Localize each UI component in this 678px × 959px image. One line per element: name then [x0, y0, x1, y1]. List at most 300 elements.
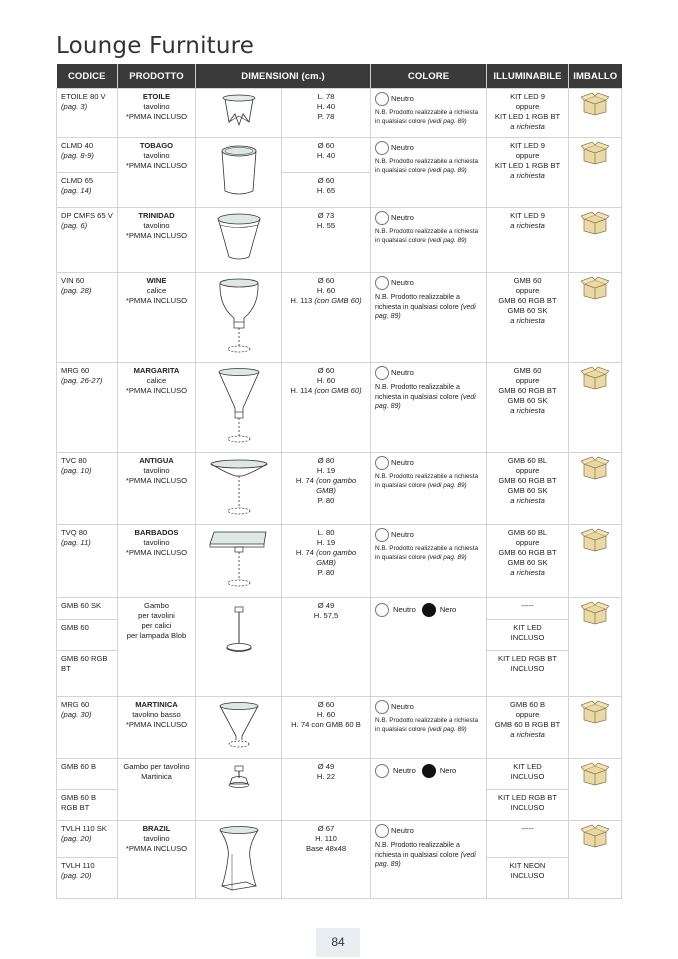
dimensions-cell	[282, 173, 371, 208]
header-prodotto: PRODOTTO	[118, 64, 196, 89]
dimensions-cell	[282, 598, 371, 697]
dimensions-cell	[282, 89, 371, 138]
color-label: Neutro	[391, 368, 414, 377]
dim-value: H. 74	[295, 548, 314, 557]
table-row	[57, 598, 622, 620]
product-type: per tavolini	[138, 611, 175, 620]
dim-value: (con gambo GMB)	[316, 476, 357, 495]
color-label: Neutro	[391, 530, 414, 539]
dimensions-cell	[282, 453, 371, 525]
page-number: 84	[316, 928, 360, 957]
ill-value: GMB 60 BL	[507, 456, 548, 465]
ill-value: KIT LED RGB BT	[498, 654, 557, 663]
trinidad-vase-drawing	[213, 211, 265, 263]
neutral-swatch-icon	[375, 700, 389, 714]
nb-note: N.B. Prodotto realizzabile a richiesta in qualsiasi colore (vedi pag. 89)	[375, 384, 476, 410]
barbados-table-drawing	[206, 528, 272, 590]
dim-value: H. 113	[290, 296, 313, 305]
image-cell	[196, 525, 282, 598]
product-note: *PMMA INCLUSO	[125, 231, 188, 240]
table-row	[57, 363, 622, 453]
ill-value: a richiesta	[510, 406, 545, 415]
image-cell	[196, 821, 282, 899]
color-label: Nero	[439, 605, 457, 614]
product-cell	[118, 453, 196, 525]
packaging-cell	[569, 273, 622, 363]
ill-value: GMB 60 SK	[507, 306, 548, 315]
ill-value: GMB 60 SK	[507, 396, 548, 405]
dimensions-cell	[282, 821, 371, 899]
box-icon	[581, 824, 609, 848]
page-ref: (pag. 26-27)	[61, 376, 103, 385]
ill-value: KIT LED 9	[510, 92, 545, 101]
code-cell	[57, 858, 118, 899]
neutral-swatch-icon	[375, 456, 389, 470]
dimensions-cell	[282, 138, 371, 173]
ill-value: INCLUSO	[510, 871, 545, 881]
product-name: BRAZIL	[142, 824, 171, 833]
table-row	[57, 453, 622, 525]
ill-value: GMB 60 RGB BT	[498, 476, 557, 485]
black-swatch-icon	[422, 764, 436, 778]
color-label: Neutro	[391, 94, 414, 103]
image-cell	[196, 363, 282, 453]
product-type: tavolino basso	[132, 710, 181, 719]
product-code: DP CMFS 65 V	[61, 211, 113, 220]
product-code: GMB 60 RGB BT	[61, 654, 108, 673]
ill-value: GMB 60 SK	[507, 486, 548, 495]
ill-value: INCLUSO	[510, 772, 545, 781]
dim-value: L. 80	[317, 528, 335, 537]
dim-value: Ø 73	[317, 211, 335, 220]
color-label: Neutro	[393, 605, 416, 614]
dim-value: H. 22	[316, 772, 336, 781]
table-row	[57, 697, 622, 759]
color-label: Neutro	[391, 458, 414, 467]
code-cell	[57, 790, 118, 821]
product-code: CLMD 40	[61, 141, 94, 150]
dim-value: P. 80	[317, 496, 335, 505]
illuminable-cell	[487, 697, 569, 759]
table-row	[57, 821, 622, 858]
page-ref: (pag. 3)	[61, 102, 88, 111]
nb-note: N.B. Prodotto realizzabile a richiesta in qualsiasi colore (vedi pag. 89)	[375, 294, 476, 320]
page-ref: (pag. 20)	[61, 871, 92, 881]
color-cell	[371, 363, 487, 453]
packaging-cell	[569, 598, 622, 697]
neutral-swatch-icon	[375, 92, 389, 106]
product-note: *PMMA INCLUSO	[125, 161, 188, 170]
packaging-cell	[569, 821, 622, 899]
image-cell	[196, 89, 282, 138]
page-ref: (pag. 6)	[61, 221, 88, 230]
dimensions-cell	[282, 759, 371, 821]
neutral-swatch-icon	[375, 824, 389, 838]
ill-value: KIT LED RGB BT	[498, 793, 557, 802]
code-cell	[57, 620, 118, 651]
ill-value: GMB 60 B RGB BT	[494, 720, 561, 729]
page-ref: (pag. 8-9)	[61, 151, 94, 160]
product-name: WINE	[146, 276, 167, 285]
table-row	[57, 208, 622, 273]
dim-value: P. 78	[317, 112, 335, 121]
product-cell	[118, 89, 196, 138]
ill-value: INCLUSO	[510, 664, 545, 673]
ill-value: GMB 60	[513, 276, 542, 285]
neutral-swatch-icon	[375, 211, 389, 225]
product-note: *PMMA INCLUSO	[125, 386, 188, 395]
box-icon	[581, 700, 609, 724]
ill-value: a richiesta	[510, 171, 545, 180]
dimensions-cell	[282, 363, 371, 453]
box-icon	[581, 211, 609, 235]
product-note: *PMMA INCLUSO	[125, 548, 188, 557]
page-ref: (pag. 10)	[61, 466, 92, 475]
color-label: Neutro	[391, 143, 414, 152]
image-cell	[196, 759, 282, 821]
product-code: VIN 60	[61, 276, 85, 285]
product-code: ETOILE 80 V	[61, 92, 106, 101]
color-cell	[371, 453, 487, 525]
illuminable-cell	[487, 598, 569, 620]
dim-value: H. 74	[295, 476, 314, 485]
box-icon	[581, 528, 609, 552]
image-cell	[196, 598, 282, 697]
ill-value: a richiesta	[510, 122, 545, 131]
ill-value: oppure	[515, 102, 540, 111]
table-row	[57, 138, 622, 173]
color-cell	[371, 138, 487, 208]
box-icon	[581, 366, 609, 390]
product-type: Martinica	[141, 772, 172, 781]
dim-value: H. 65	[316, 186, 336, 195]
product-cell	[118, 363, 196, 453]
product-type: Gambo per tavolino	[123, 762, 190, 771]
nb-note: N.B. Prodotto realizzabile a richiesta in qualsiasi colore (vedi pag. 89)	[375, 228, 479, 244]
dim-value: Ø 60	[317, 176, 335, 185]
illuminable-cell	[487, 89, 569, 138]
ill-value: GMB 60 B	[510, 700, 546, 709]
product-name: ANTIGUA	[139, 456, 174, 465]
header-codice: CODICE	[57, 64, 118, 89]
ill-value: -----	[521, 824, 534, 833]
page-ref: (pag. 30)	[61, 710, 92, 719]
box-icon	[581, 762, 609, 786]
nb-note: N.B. Prodotto realizzabile a richiesta in qualsiasi colore (vedi pag. 89)	[375, 473, 479, 489]
product-note: *PMMA INCLUSO	[125, 296, 188, 305]
ill-value: KIT LED 1 RGB BT	[494, 161, 561, 170]
page-ref: (pag. 28)	[61, 286, 92, 295]
product-name: MARGARITA	[133, 366, 180, 375]
product-note: *PMMA INCLUSO	[125, 844, 188, 853]
illuminable-cell	[487, 453, 569, 525]
illuminable-cell	[487, 759, 569, 790]
product-code: MRG 60	[61, 366, 90, 375]
color-cell	[371, 525, 487, 598]
dim-value: H. 110	[315, 834, 337, 843]
color-label: Neutro	[391, 702, 414, 711]
product-cell	[118, 598, 196, 697]
product-type: per lampada Blob	[126, 631, 187, 640]
header-dimensioni: DIMENSIONI (cm.)	[196, 64, 371, 89]
illuminable-cell	[487, 620, 569, 651]
neutral-swatch-icon	[375, 528, 389, 542]
product-name: ETOILE	[142, 92, 171, 101]
ill-value: oppure	[515, 376, 540, 385]
packaging-cell	[569, 138, 622, 208]
image-cell	[196, 138, 282, 208]
product-type: calice	[146, 376, 167, 385]
product-cell	[118, 273, 196, 363]
product-name: TRINIDAD	[138, 211, 175, 220]
product-type: tavolino	[143, 221, 170, 230]
header-illuminabile: ILLUMINABILE	[487, 64, 569, 89]
code-cell	[57, 208, 118, 273]
product-type: tavolino	[143, 102, 170, 111]
product-type: per calici	[141, 621, 172, 630]
color-cell	[371, 273, 487, 363]
page-ref: (pag. 14)	[61, 186, 92, 195]
dim-value: Ø 67	[317, 824, 335, 833]
nb-note: N.B. Prodotto realizzabile a richiesta in qualsiasi colore (vedi pag. 89)	[375, 158, 479, 174]
product-note: *PMMA INCLUSO	[125, 720, 188, 729]
wine-goblet-drawing	[214, 276, 264, 356]
product-cell	[118, 138, 196, 208]
product-code: GMB 60 B	[61, 793, 97, 802]
code-cell	[57, 138, 118, 173]
ill-value: INCLUSO	[510, 633, 545, 642]
product-cell	[118, 525, 196, 598]
code-cell	[57, 173, 118, 208]
product-code: RGB BT	[61, 803, 90, 812]
etoile-table-drawing	[215, 92, 263, 128]
tobago-pot-drawing	[215, 141, 263, 199]
image-cell	[196, 273, 282, 363]
ill-value: GMB 60 RGB BT	[498, 386, 557, 395]
box-icon	[581, 141, 609, 165]
packaging-cell	[569, 453, 622, 525]
dim-value: P. 80	[317, 568, 335, 577]
martinica-stem-drawing	[222, 762, 256, 796]
neutral-swatch-icon	[375, 276, 389, 290]
product-type: tavolino	[143, 834, 170, 843]
ill-value: GMB 60 RGB BT	[498, 296, 557, 305]
illuminable-cell	[487, 858, 569, 899]
antigua-table-drawing	[208, 456, 270, 518]
ill-value: KIT LED	[513, 762, 542, 771]
code-cell	[57, 651, 118, 697]
product-code: CLMD 65	[61, 176, 94, 185]
margarita-glass-drawing	[214, 366, 264, 446]
dim-value: Ø 60	[317, 141, 335, 150]
page-title: Lounge Furniture	[56, 33, 255, 59]
header-colore: COLORE	[371, 64, 487, 89]
ill-value: oppure	[515, 286, 540, 295]
code-cell	[57, 453, 118, 525]
dimensions-cell	[282, 208, 371, 273]
neutral-swatch-icon	[375, 366, 389, 380]
gambo-stem-drawing	[219, 601, 259, 661]
ill-value: KIT LED 1 RGB BT	[494, 112, 561, 121]
packaging-cell	[569, 525, 622, 598]
image-cell	[196, 453, 282, 525]
packaging-cell	[569, 697, 622, 759]
color-label: Nero	[439, 766, 457, 775]
ill-value: INCLUSO	[510, 803, 545, 812]
martinica-cone-drawing	[214, 700, 264, 752]
illuminable-cell	[487, 273, 569, 363]
dim-value: H. 55	[316, 221, 336, 230]
dim-value: H. 19	[316, 538, 336, 547]
code-cell	[57, 273, 118, 363]
ill-value: GMB 60 RGB BT	[498, 548, 557, 557]
box-icon	[581, 276, 609, 300]
packaging-cell	[569, 759, 622, 821]
product-code: TVLH 110 SK	[61, 824, 107, 833]
product-code: MRG 60	[61, 700, 90, 709]
dim-value: (con GMB 60)	[314, 386, 362, 395]
ill-value: KIT LED 9	[510, 211, 545, 220]
ill-value: KIT LED	[513, 623, 542, 632]
dim-value: Ø 80	[317, 456, 335, 465]
table-row	[57, 759, 622, 790]
illuminable-cell	[487, 138, 569, 208]
color-cell	[371, 89, 487, 138]
dim-value: H. 60	[316, 376, 336, 385]
black-swatch-icon	[422, 603, 436, 617]
dim-value: (con gambo GMB)	[316, 548, 357, 567]
page-ref: (pag. 20)	[61, 834, 92, 843]
ill-value: KIT NEON	[509, 861, 546, 871]
product-type: tavolino	[143, 466, 170, 475]
dim-value: Base 48x48	[305, 844, 347, 853]
color-label: Neutro	[393, 766, 416, 775]
ill-value: a richiesta	[510, 496, 545, 505]
product-type: tavolino	[143, 151, 170, 160]
nb-note: N.B. Prodotto realizzabile a richiesta in qualsiasi colore (vedi pag. 89)	[375, 842, 476, 868]
product-code: TVC 80	[61, 456, 87, 465]
illuminable-cell	[487, 363, 569, 453]
ill-value: KIT LED 9	[510, 141, 545, 150]
dim-value: H. 114	[290, 386, 313, 395]
neutral-swatch-icon	[375, 141, 389, 155]
dim-value: L. 78	[317, 92, 335, 101]
illuminable-cell	[487, 821, 569, 858]
table-header-row	[57, 64, 622, 89]
dim-value: Ø 60	[317, 276, 335, 285]
image-cell	[196, 697, 282, 759]
nb-note: N.B. Prodotto realizzabile a richiesta in qualsiasi colore (vedi pag. 89)	[375, 545, 479, 561]
dim-value: H. 60	[316, 710, 336, 719]
ill-value: a richiesta	[510, 730, 545, 739]
color-cell	[371, 821, 487, 899]
color-label: Neutro	[391, 213, 414, 222]
illuminable-cell	[487, 525, 569, 598]
product-type: tavolino	[143, 538, 170, 547]
table-row	[57, 525, 622, 598]
dim-value: H. 57,5	[313, 611, 339, 620]
dim-value: H. 40	[316, 102, 336, 111]
code-cell	[57, 89, 118, 138]
dim-value: Ø 60	[317, 366, 335, 375]
dim-value: Ø 60	[317, 700, 335, 709]
dimensions-cell	[282, 697, 371, 759]
dimensions-cell	[282, 525, 371, 598]
ill-value: a richiesta	[510, 568, 545, 577]
ill-value: GMB 60 BL	[507, 528, 548, 537]
ill-value: a richiesta	[510, 221, 545, 230]
dim-value: H. 60	[316, 286, 336, 295]
product-code: TVQ 80	[61, 528, 88, 537]
table-row	[57, 273, 622, 363]
color-label: Neutro	[391, 826, 414, 835]
ill-value: oppure	[515, 151, 540, 160]
illuminable-cell	[487, 651, 569, 697]
color-cell	[371, 759, 487, 821]
neutral-swatch-icon	[375, 764, 389, 778]
product-name: TOBAGO	[139, 141, 174, 150]
dim-value: Ø 49	[317, 601, 335, 610]
dim-value: H. 40	[316, 151, 336, 160]
packaging-cell	[569, 363, 622, 453]
product-note: *PMMA INCLUSO	[125, 112, 188, 121]
color-cell	[371, 208, 487, 273]
dim-value: Ø 49	[317, 762, 335, 771]
dim-value: (con GMB 60)	[314, 296, 362, 305]
illuminable-cell	[487, 790, 569, 821]
product-cell	[118, 697, 196, 759]
box-icon	[581, 456, 609, 480]
dim-value: H. 74 con GMB 60 B	[291, 720, 361, 729]
code-cell	[57, 363, 118, 453]
product-code: GMB 60	[61, 623, 89, 632]
ill-value: GMB 60 SK	[507, 558, 548, 567]
neutral-swatch-icon	[375, 603, 389, 617]
code-cell	[57, 598, 118, 620]
product-cell	[118, 208, 196, 273]
product-note: *PMMA INCLUSO	[125, 476, 188, 485]
code-cell	[57, 759, 118, 790]
product-name: MARTINICA	[135, 700, 178, 709]
color-cell	[371, 697, 487, 759]
ill-value: a richiesta	[510, 316, 545, 325]
dim-value: H. 19	[316, 466, 336, 475]
image-cell	[196, 208, 282, 273]
header-imballo: IMBALLO	[569, 64, 622, 89]
product-type: Gambo	[144, 601, 169, 610]
product-type: calice	[146, 286, 167, 295]
product-cell	[118, 821, 196, 899]
nb-note: N.B. Prodotto realizzabile a richiesta in qualsiasi colore (vedi pag. 89)	[375, 717, 479, 733]
code-cell	[57, 525, 118, 598]
product-code: GMB 60 B	[61, 762, 97, 771]
dimensions-cell	[282, 273, 371, 363]
code-cell	[57, 697, 118, 759]
catalog-table	[56, 64, 622, 899]
packaging-cell	[569, 208, 622, 273]
box-icon	[581, 601, 609, 625]
ill-value: oppure	[515, 710, 540, 719]
nb-note: N.B. Prodotto realizzabile a richiesta in qualsiasi colore (vedi pag. 89)	[375, 109, 479, 125]
ill-value: oppure	[515, 466, 540, 475]
color-label: Neutro	[391, 278, 414, 287]
product-name: BARBADOS	[134, 528, 179, 537]
illuminable-cell	[487, 208, 569, 273]
box-icon	[581, 92, 609, 116]
code-cell	[57, 821, 118, 858]
ill-value: oppure	[515, 538, 540, 547]
page-ref: (pag. 11)	[61, 538, 91, 547]
